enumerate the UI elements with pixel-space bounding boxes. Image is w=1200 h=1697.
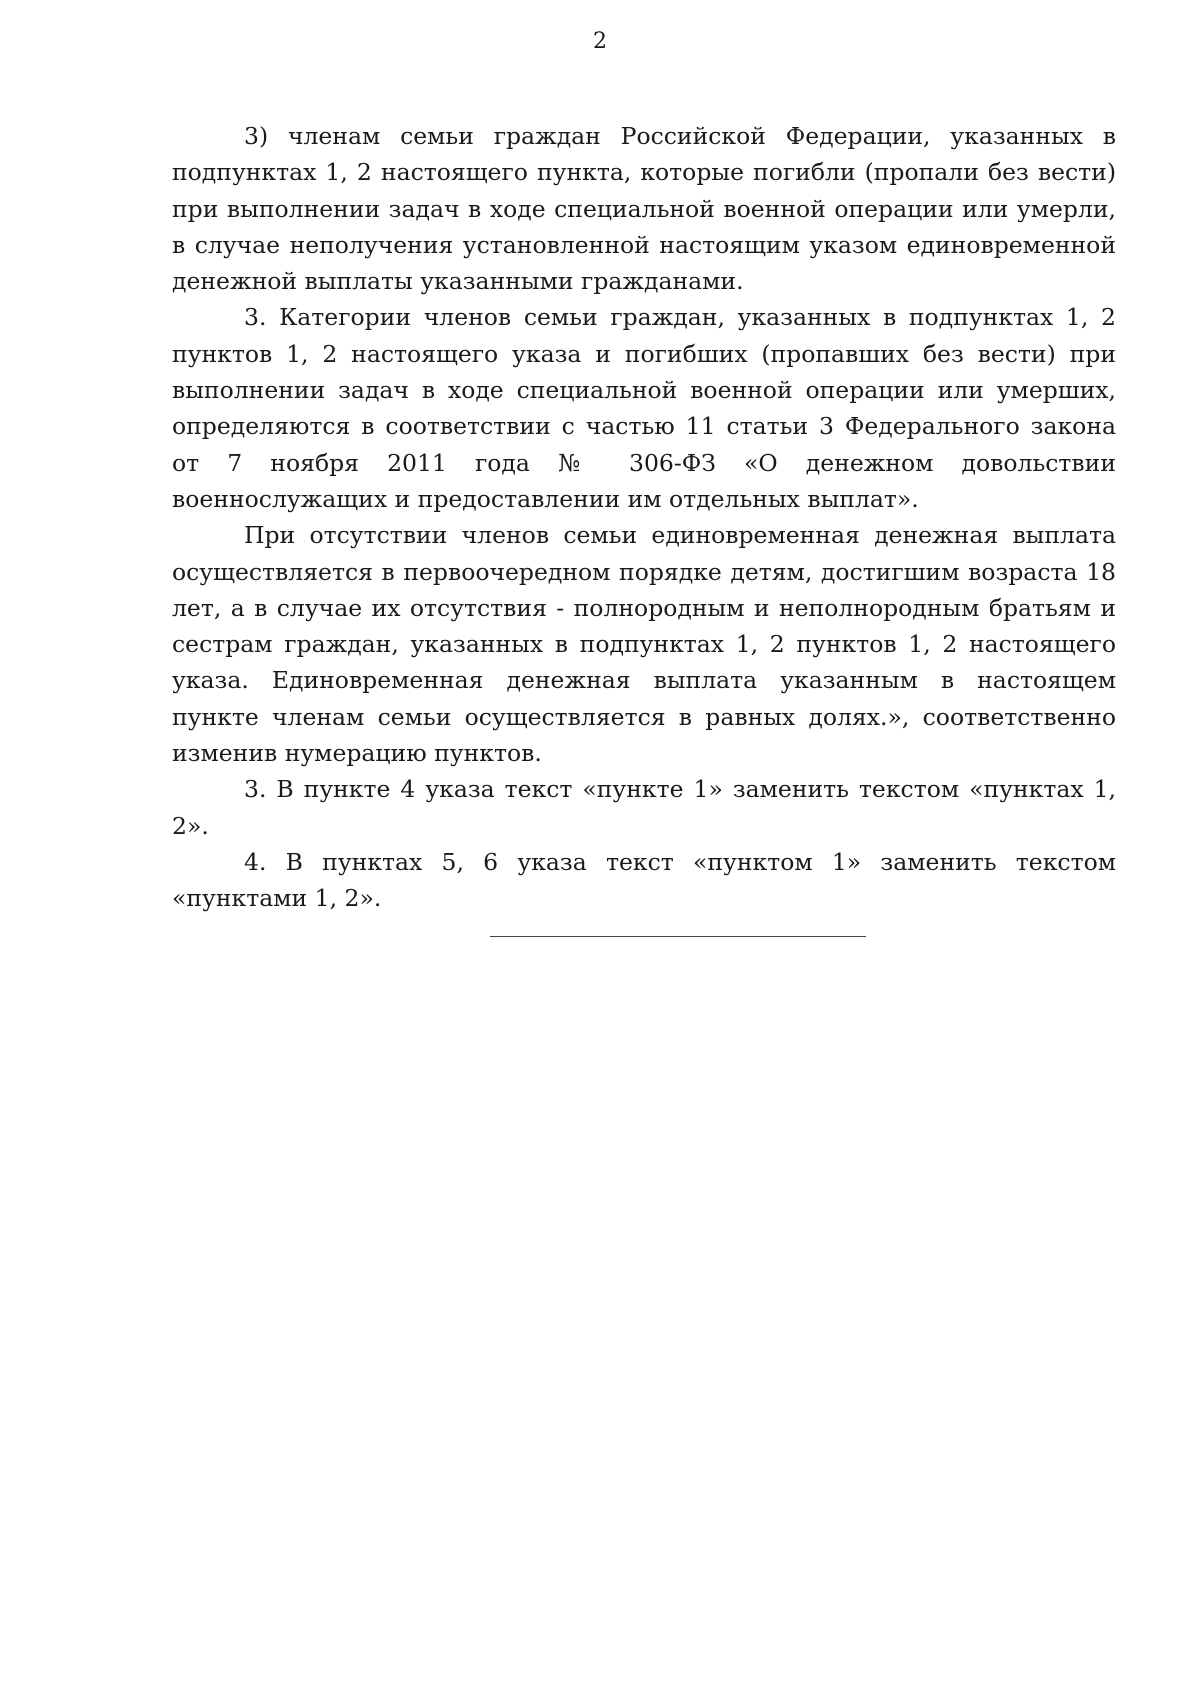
paragraph-subitem-3: 3) членам семьи граждан Российской Федерации, указанных в подпунктах 1, 2 настоящего пункта, которые погибли (пропали без вести) при выполнении задач в ходе специальной военной операции или умерли, в случае неполучения установленной настоящим указом единовременной денежной выплаты указанными гражданами. [172,122,1116,296]
paragraph-amendment-3: 3. В пункте 4 указа текст «пункте 1» заменить текстом «пунктах 1, 2». [172,775,1116,840]
paragraph-amendment-4: 4. В пунктах 5, 6 указа текст «пунктом 1» заменить текстом «пунктами 1, 2». [172,847,1116,913]
paragraph-item-3-categories: 3. Категории членов семьи граждан, указанных в подпунктах 1, 2 пунктов 1, 2 настоящего указа и погибших (пропавших без вести) при выполнении задач в ходе специальной военной операции или умерших, определяются в соответствии с частью 11 статьи 3 Федерального закона от 7 ноября 2011 года № 306-ФЗ «О денежном довольствии военнослужащих и предоставлении им отдельных выплат». [172,303,1116,513]
end-of-document-rule [490,936,866,937]
page-number: 2 [593,29,607,54]
document-body [172,118,1116,917]
paragraph-absence-of-family: При отсутствии членов семьи единовременная денежная выплата осуществляется в первоочередном порядке детям, достигшим возраста 18 лет, а в случае их отсутствия - полнородным и неполнородным братьям и сестрам граждан, указанных в подпунктах 1, 2 пунктов 1, 2 настоящего указа. Единовременная денежная выплата указанным в настоящем пункте членам семьи осуществляется в равных долях.», соответственно изменив нумерацию пунктов. [172,521,1116,768]
